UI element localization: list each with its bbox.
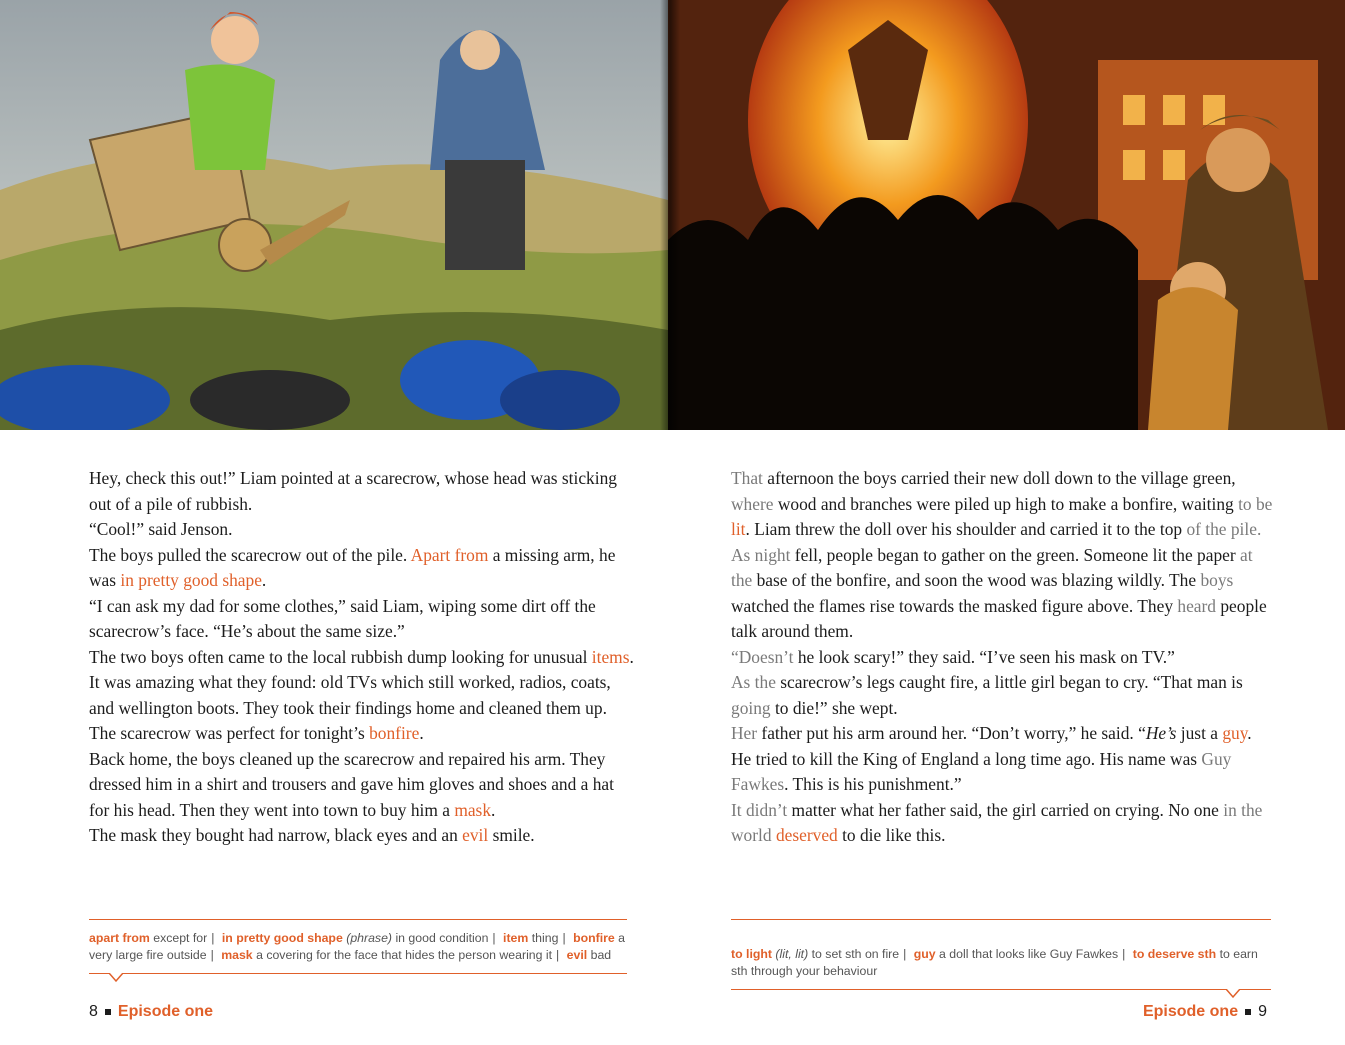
glossary-definition: to earn sth through your behaviour: [731, 947, 1258, 978]
glossary-definition: except for: [153, 931, 208, 945]
glossary-definition: a doll that looks like Guy Fawkes: [939, 947, 1119, 961]
glossary-definition: in good condition: [395, 931, 489, 945]
page-bullet-icon: [105, 1009, 111, 1015]
glossary-term: in pretty good shape: [221, 931, 343, 945]
paragraph: That afternoon the boys carried their new doll down to the village green, where wood and branches were piled up high to make a bonfire, waiting to be lit. Liam threw the doll over his shoulder and carried it to the top of the pile.: [731, 468, 1273, 539]
glossary-definition: a covering for the face that hides the person wearing it: [256, 948, 553, 962]
glossary-rule-bottom: [89, 973, 627, 974]
glossary-rule-top: [731, 919, 1271, 920]
glossary-notch-icon: [109, 973, 123, 983]
glossary-term: to light: [731, 947, 772, 961]
glossary-word-bonfire: bonfire: [369, 723, 420, 743]
glossary-definition: a very large fire outside: [89, 931, 625, 962]
glossary-entries: apart from except for | in pretty good shape (phrase) in good condition | item thing | bonfire a very large fire outside | mask a covering for the face that hides the person wearing it | evil bad: [89, 931, 625, 962]
illustration-bonfire: [668, 0, 1345, 430]
paragraph: The boys pulled the scarecrow out of the pile. Apart from a missing arm, he was in pretty good shape.: [89, 544, 616, 590]
paragraph: Her father put his arm around her. “Don’t worry,” he said. “He’s just a guy. He tried to kill the King of England a long time ago. His name was Guy Fawkes. This is his punishment.”: [731, 723, 1252, 794]
paragraph: Hey, check this out!” Liam pointed at a scarecrow, whose head was sticking out of a pile of rubbish.: [89, 468, 617, 514]
glossary-word-apart-from: Apart from: [410, 544, 489, 565]
paragraph: As night fell, people began to gather on the green. Someone lit the paper at the base of the bonfire, and soon the wood was blazing wildly. The boys watched the flames rise towards the masked figure above. They heard people talk around them.: [731, 544, 1267, 641]
glossary-term: apart from: [89, 931, 150, 945]
glossary-word-items: items: [591, 646, 630, 667]
glossary-note: (lit, lit): [775, 947, 809, 961]
paragraph: As the scarecrow’s legs caught fire, a little girl began to cry. “That man is going to die!” she wept.: [731, 672, 1243, 718]
glossary-rule-top: [89, 919, 627, 920]
glossary-word-evil: evil: [462, 825, 489, 845]
left-page-text: [89, 466, 634, 849]
page-bullet-icon: [1245, 1009, 1251, 1015]
glossary-definition: bad: [590, 948, 612, 962]
paragraph: “Cool!” said Jenson.: [89, 519, 233, 539]
glossary-rule-bottom: [731, 989, 1271, 990]
glossary-entries: to light (lit, lit) to set sth on fire | guy a doll that looks like Guy Fawkes | to deserve sth to earn sth through your behaviour: [731, 947, 1258, 978]
glossary-term: item: [503, 931, 529, 945]
glossary-word-mask: mask: [454, 799, 492, 820]
glossary-definition: to set sth on fire: [811, 947, 900, 961]
paragraph: The mask they bought had narrow, black eyes and an evil smile.: [89, 825, 535, 845]
right-page-text: [731, 466, 1276, 849]
paragraph: “Doesn’t he look scary!” they said. “I’ve seen his mask on TV.”: [731, 646, 1175, 667]
glossary-term: to deserve sth: [1132, 947, 1217, 961]
page-number: 9: [1258, 1003, 1267, 1020]
glossary-notch-icon: [1226, 989, 1240, 999]
paragraph: “I can ask my dad for some clothes,” said Liam, wiping some dirt off the scarecrow’s face. “He’s about the same size.”: [89, 595, 596, 641]
glossary-note: (phrase): [346, 931, 393, 945]
paragraph: The two boys often came to the local rubbish dump looking for unusual items. It was amazing what they found: old TVs which still worked, radios, coats, and wellington boots. They took their findings home and cleaned them up. The scarecrow was perfect for tonight’s bonfire.: [89, 646, 634, 743]
right-page-footer: [1143, 1003, 1267, 1021]
paragraph: It didn’t matter what her father said, the girl carried on crying. No one in the world deserved to die like this.: [731, 799, 1263, 845]
glossary-term: evil: [566, 948, 588, 962]
glossary-term: bonfire: [573, 931, 615, 945]
running-head: Episode one: [1142, 1003, 1239, 1020]
paragraph: Back home, the boys cleaned up the scarecrow and repaired his arm. They dressed him in a shirt and trousers and gave him gloves and shoes and a hat for his head. Then they went into town to buy him a mask.: [89, 748, 614, 820]
page-number: 8: [89, 1003, 98, 1020]
glossary-definition: thing: [531, 931, 559, 945]
left-glossary: [89, 919, 627, 974]
book-gutter-shadow: [660, 0, 680, 430]
running-head: Episode one: [117, 1003, 214, 1020]
right-glossary: [731, 919, 1271, 990]
left-page-footer: [89, 1003, 213, 1021]
illustration-rubbish-dump: [0, 0, 668, 430]
glossary-term: guy: [913, 947, 936, 961]
glossary-word-deserved: deserved: [775, 825, 838, 845]
glossary-term: mask: [221, 948, 253, 962]
glossary-word-guy: guy: [1222, 723, 1248, 743]
glossary-word-lit: lit: [731, 519, 746, 539]
glossary-word-in-pretty-good-shape: in pretty good shape: [120, 570, 262, 590]
